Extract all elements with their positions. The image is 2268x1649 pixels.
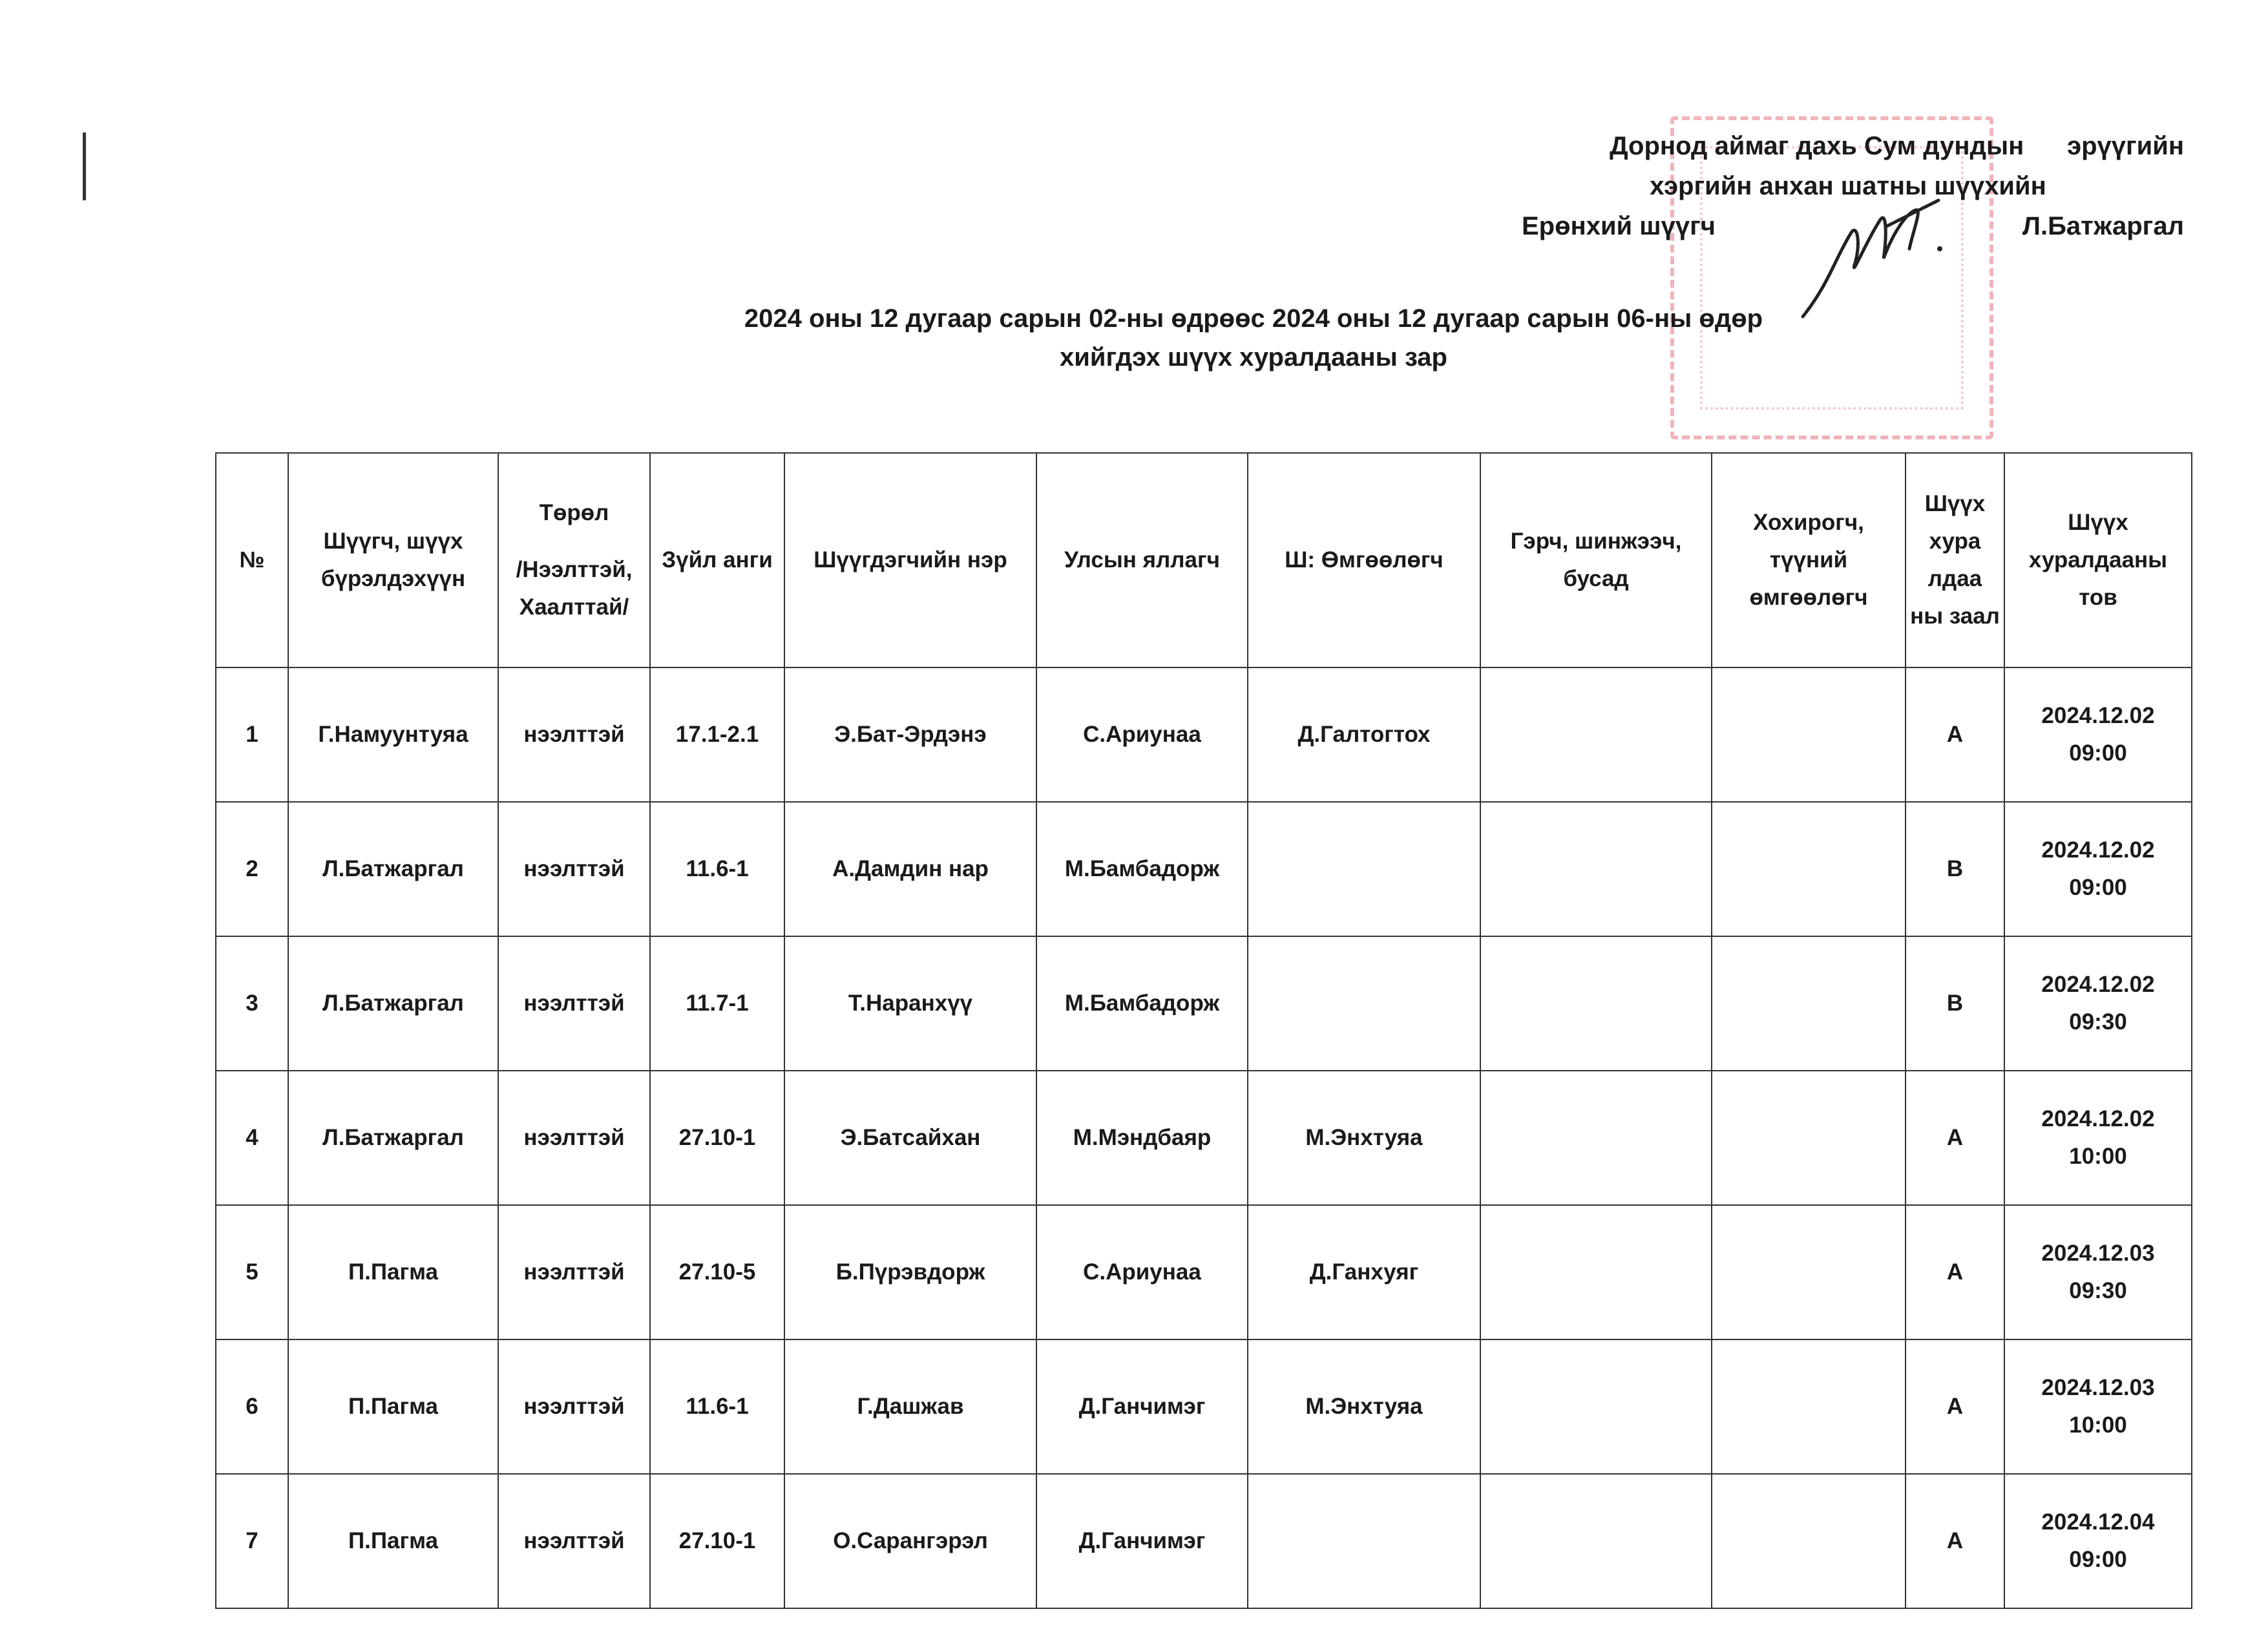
hearing-time: 09:00	[2069, 875, 2127, 900]
header-prosecutor: Улсын яллагч	[1036, 453, 1248, 667]
cell-victim	[1712, 1339, 1906, 1474]
cell-judge: Г.Намуунтуяа	[288, 667, 498, 802]
cell-prosecutor: Д.Ганчимэг	[1036, 1339, 1248, 1474]
cell-victim	[1712, 1474, 1906, 1608]
cell-defense: Д.Галтогтох	[1248, 667, 1480, 802]
hearing-time: 10:00	[2069, 1413, 2127, 1438]
table-row	[216, 936, 2192, 1071]
approval-line-1: Дорнод аймаг дахь Сум дундын эрүүгийн	[1610, 132, 2184, 160]
cell-prosecutor: С.Ариунаа	[1036, 667, 1248, 802]
header-defense: Ш: Өмгөөлөгч	[1248, 453, 1480, 667]
cell-defendant: О.Сарангэрэл	[784, 1474, 1036, 1608]
header-schedule: Шүүх хуралдааны тов	[2004, 453, 2192, 667]
title-line-2: хийгдэх шүүх хуралдааны зар	[1060, 343, 1447, 372]
cell-type: нээлттэй	[498, 802, 650, 936]
cell-type: нээлттэй	[498, 667, 650, 802]
cell-hall: А	[1906, 667, 2004, 802]
header-judge: Шүүгч, шүүх бүрэлдэхүүн	[288, 453, 498, 667]
header-defendant: Шүүгдэгчийн нэр	[784, 453, 1036, 667]
cell-defense	[1248, 802, 1480, 936]
table-row	[216, 1205, 2192, 1339]
cell-victim	[1712, 1071, 1906, 1205]
cell-witness	[1480, 667, 1712, 802]
cell-judge: П.Пагма	[288, 1205, 498, 1339]
cell-hall: В	[1906, 802, 2004, 936]
cell-defense	[1248, 936, 1480, 1071]
approval-name: Л.Батжаргал	[2022, 212, 2184, 240]
cell-schedule	[2004, 1474, 2192, 1608]
cell-defense	[1248, 1474, 1480, 1608]
cell-prosecutor: Д.Ганчимэг	[1036, 1474, 1248, 1608]
cell-witness	[1480, 1205, 1712, 1339]
cell-no: 6	[216, 1339, 288, 1474]
cell-defendant: Э.Бат-Эрдэнэ	[784, 667, 1036, 802]
cell-no: 2	[216, 802, 288, 936]
cell-schedule	[2004, 1205, 2192, 1339]
hearing-date: 2024.12.02	[2041, 1106, 2155, 1131]
cell-judge: Л.Батжаргал	[288, 936, 498, 1071]
header-type	[498, 453, 650, 667]
hearing-time: 09:30	[2069, 1278, 2127, 1303]
cell-defendant: Б.Пүрэвдорж	[784, 1205, 1036, 1339]
cell-prosecutor: М.Бамбадорж	[1036, 802, 1248, 936]
cell-hall: А	[1906, 1339, 2004, 1474]
cell-defendant: Т.Наранхүү	[784, 936, 1036, 1071]
cell-article: 11.6-1	[650, 802, 784, 936]
cell-defense: Д.Ганхуяг	[1248, 1205, 1480, 1339]
cell-article: 11.6-1	[650, 1339, 784, 1474]
hearing-date: 2024.12.02	[2041, 703, 2155, 728]
hearing-time: 09:00	[2069, 740, 2127, 766]
cell-schedule	[2004, 936, 2192, 1071]
cell-type: нээлттэй	[498, 1339, 650, 1474]
cell-defendant: Г.Дашжав	[784, 1339, 1036, 1474]
table-row	[216, 802, 2192, 936]
cell-article: 27.10-1	[650, 1071, 784, 1205]
cell-article: 27.10-1	[650, 1474, 784, 1608]
hearing-schedule-table	[215, 452, 2192, 1609]
cell-victim	[1712, 1205, 1906, 1339]
cell-defense: М.Энхтуяа	[1248, 1071, 1480, 1205]
cell-no: 7	[216, 1474, 288, 1608]
cell-witness	[1480, 936, 1712, 1071]
header-hall: Шүүх хура лдаа ны заал	[1906, 453, 2004, 667]
header-type-line-1: Төрөл	[539, 500, 609, 525]
cell-witness	[1480, 1474, 1712, 1608]
table-row	[216, 1474, 2192, 1608]
hearing-time: 09:00	[2069, 1547, 2127, 1572]
cell-type: нээлттэй	[498, 1205, 650, 1339]
cell-no: 3	[216, 936, 288, 1071]
cell-no: 5	[216, 1205, 288, 1339]
cell-prosecutor: М.Мэндбаяр	[1036, 1071, 1248, 1205]
cell-judge: Л.Батжаргал	[288, 1071, 498, 1205]
cell-witness	[1480, 802, 1712, 936]
hearing-date: 2024.12.04	[2041, 1509, 2155, 1535]
title-line-1: 2024 оны 12 дугаар сарын 02-ны өдрөөс 2024 оны 12 дугаар сарын 06-ны өдөр	[744, 304, 1763, 333]
hearing-date: 2024.12.03	[2041, 1375, 2155, 1400]
hearing-date: 2024.12.02	[2041, 972, 2155, 997]
cell-hall: А	[1906, 1071, 2004, 1205]
cell-type: нээлттэй	[498, 1071, 650, 1205]
cell-article: 27.10-5	[650, 1205, 784, 1339]
cell-victim	[1712, 667, 1906, 802]
cell-type: нээлттэй	[498, 1474, 650, 1608]
cell-hall: А	[1906, 1474, 2004, 1608]
header-witness: Гэрч, шинжээч, бусад	[1480, 453, 1712, 667]
cell-prosecutor: М.Бамбадорж	[1036, 936, 1248, 1071]
hearing-time: 10:00	[2069, 1144, 2127, 1169]
cell-no: 1	[216, 667, 288, 802]
cell-type: нээлттэй	[498, 936, 650, 1071]
cell-witness	[1480, 1071, 1712, 1205]
header-no: №	[216, 453, 288, 667]
cell-victim	[1712, 802, 1906, 936]
header-type-line-2: /Нээлттэй, Хаалттай/	[516, 557, 633, 620]
cell-schedule	[2004, 1071, 2192, 1205]
table-row	[216, 1339, 2192, 1474]
approval-position: Ерөнхий шүүгч	[1522, 212, 1716, 240]
hearing-time: 09:30	[2069, 1009, 2127, 1035]
cell-hall: А	[1906, 1205, 2004, 1339]
hearing-date: 2024.12.02	[2041, 837, 2155, 863]
cell-schedule	[2004, 667, 2192, 802]
cell-defense: М.Энхтуяа	[1248, 1339, 1480, 1474]
cell-no: 4	[216, 1071, 288, 1205]
cell-defendant: Э.Батсайхан	[784, 1071, 1036, 1205]
cell-hall: В	[1906, 936, 2004, 1071]
table-header-row	[216, 453, 2192, 667]
cell-judge: Л.Батжаргал	[288, 802, 498, 936]
cell-judge: П.Пагма	[288, 1339, 498, 1474]
cell-article: 11.7-1	[650, 936, 784, 1071]
announcement-title	[452, 299, 2055, 377]
header-victim: Хохирогч, түүний өмгөөлөгч	[1712, 453, 1906, 667]
cell-victim	[1712, 936, 1906, 1071]
cell-article: 17.1-2.1	[650, 667, 784, 802]
cell-schedule	[2004, 1339, 2192, 1474]
approval-line-2: хэргийн анхан шатны шүүхийн	[1650, 172, 2046, 200]
table-row	[216, 667, 2192, 802]
cell-schedule	[2004, 802, 2192, 936]
cell-witness	[1480, 1339, 1712, 1474]
cell-defendant: А.Дамдин нар	[784, 802, 1036, 936]
hearing-date: 2024.12.03	[2041, 1241, 2155, 1266]
header-article: Зүйл анги	[650, 453, 784, 667]
scan-mark	[83, 132, 86, 200]
cell-prosecutor: С.Ариунаа	[1036, 1205, 1248, 1339]
table-row	[216, 1071, 2192, 1205]
cell-judge: П.Пагма	[288, 1474, 498, 1608]
